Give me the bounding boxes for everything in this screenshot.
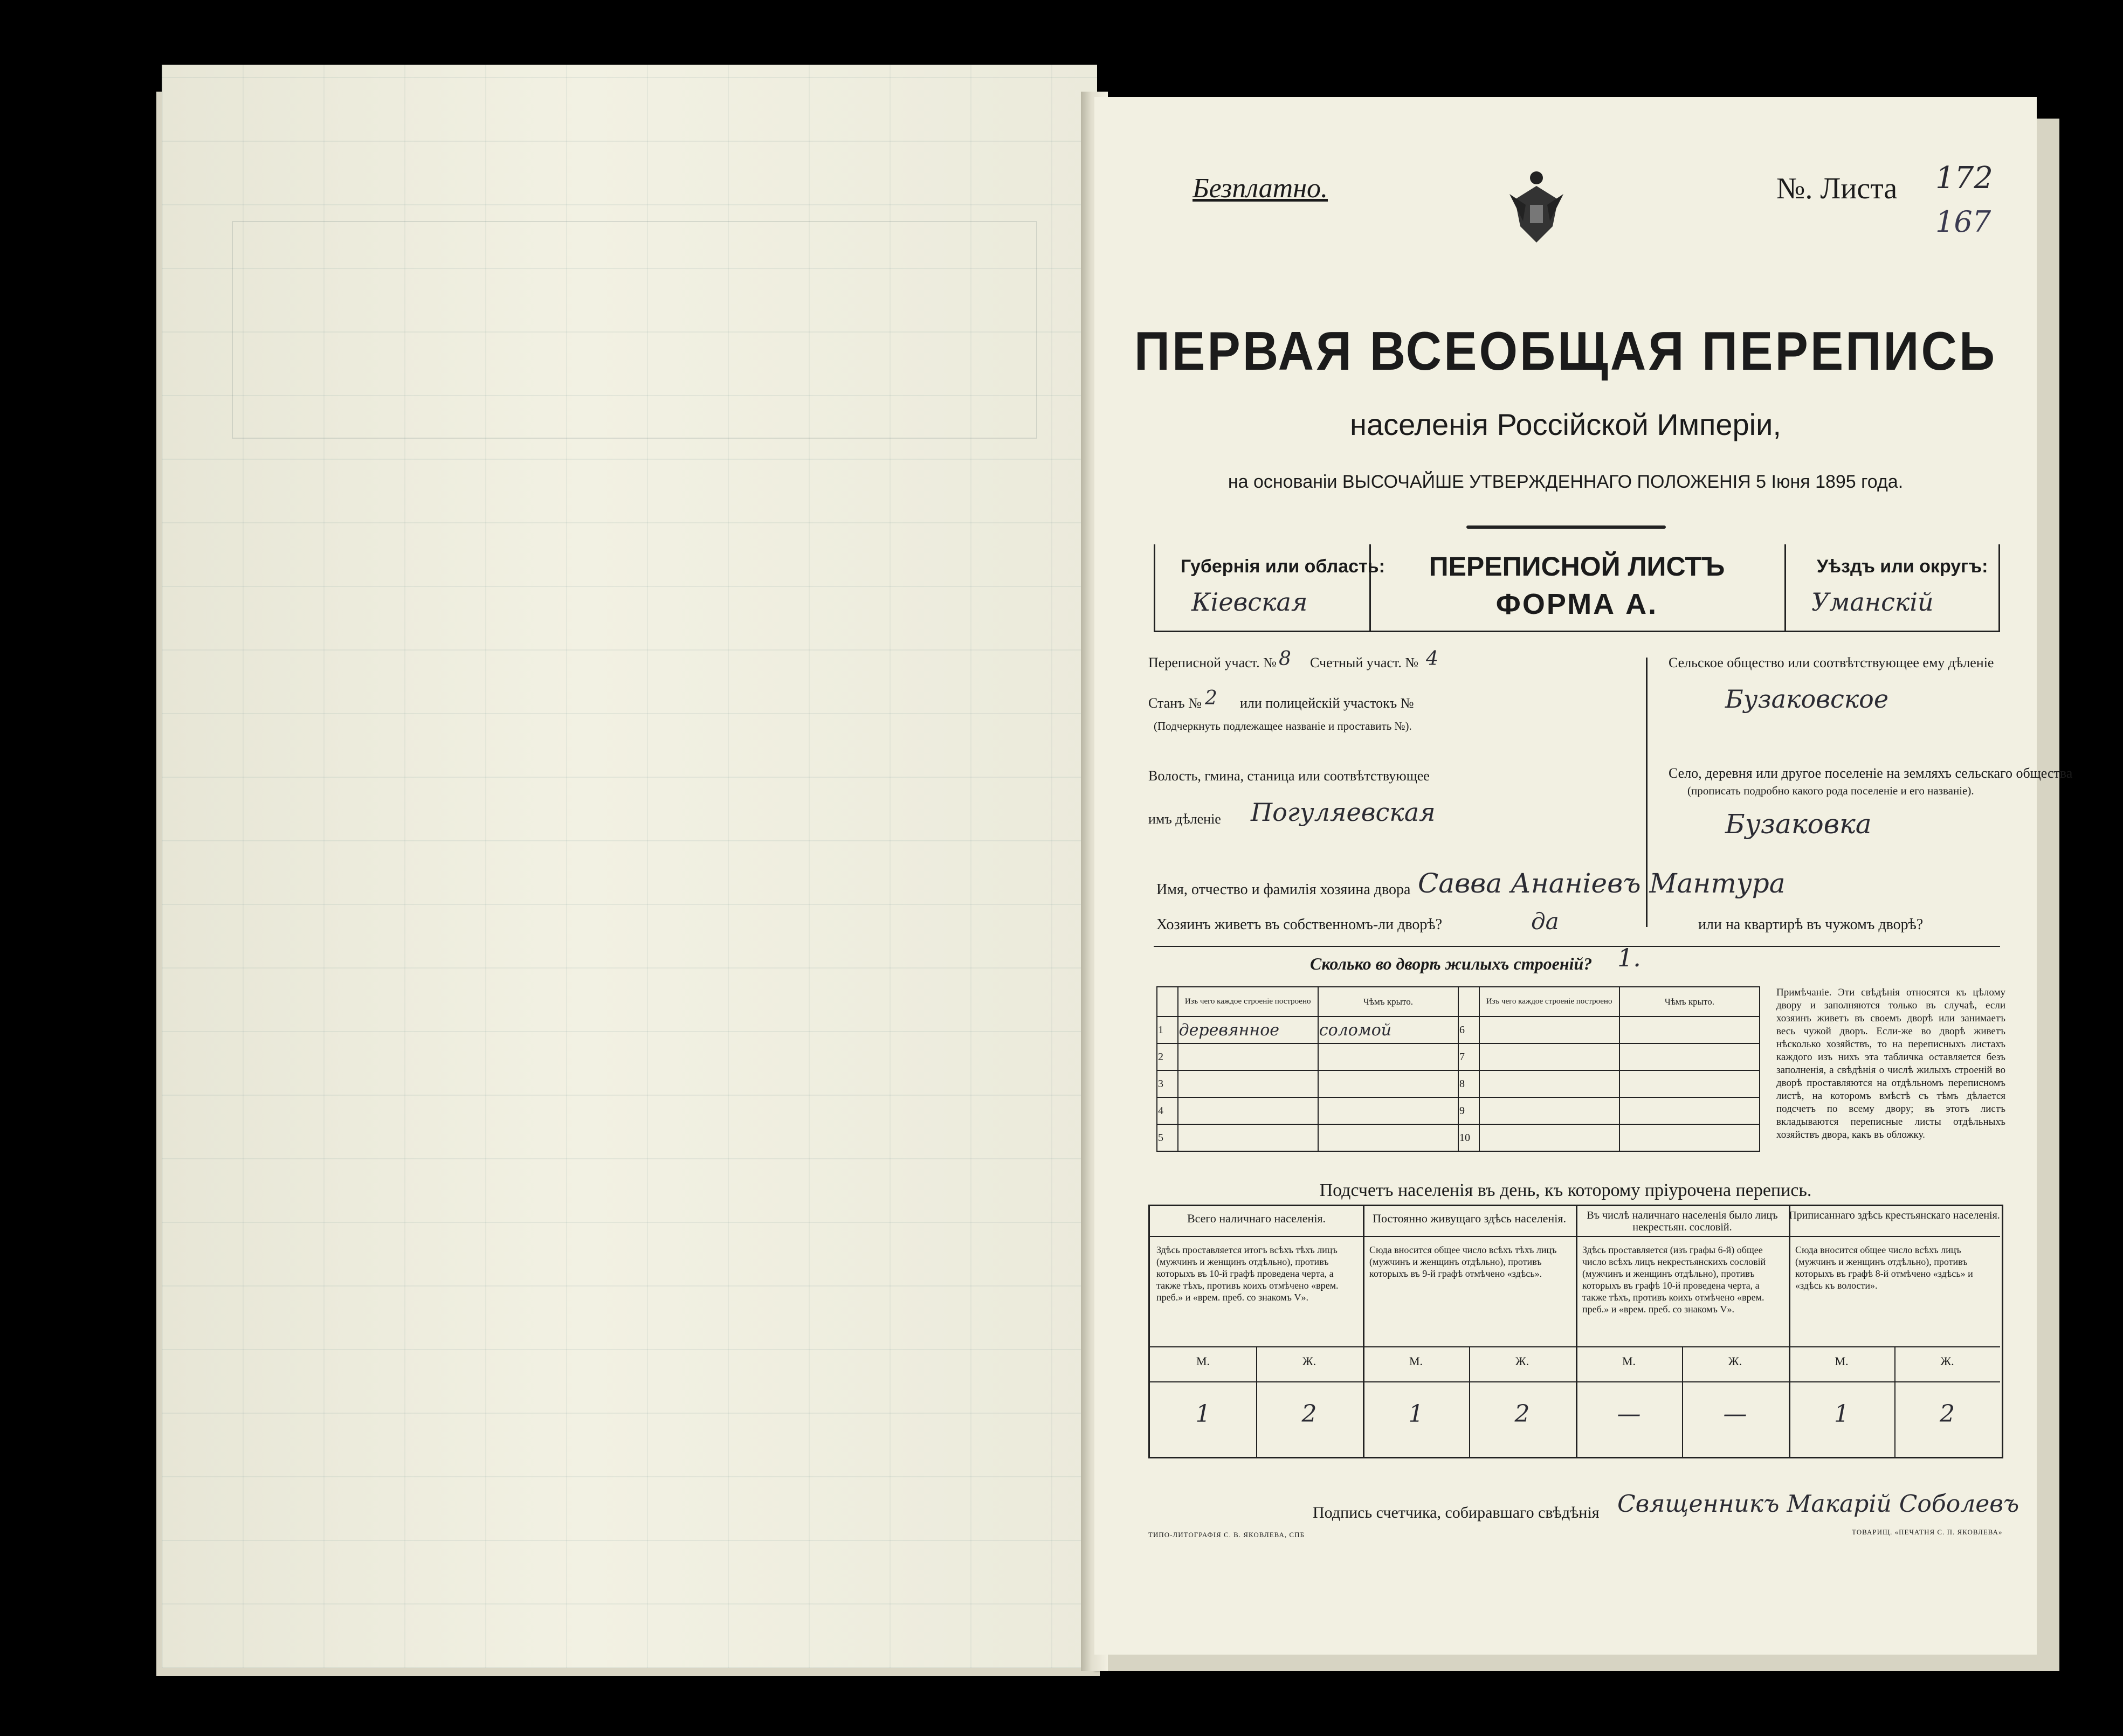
col-roof-left: Чѣмъ крыто. <box>1318 987 1458 1016</box>
pop-col3-title: Въ числѣ наличнаго населенія было лицъ некрестьян. сословій. <box>1587 1209 1778 1233</box>
left-page-faded-header <box>232 221 1037 439</box>
free-label: Безплатно. <box>1193 173 1328 204</box>
left-page <box>162 65 1097 1668</box>
pop-col3-f-value: — <box>1723 1400 1747 1428</box>
province-label: Губернія или область: <box>1181 556 1385 577</box>
settlement-label-1: Село, деревня или другое поселеніе на земляхъ сельскаго общества <box>1669 765 2073 781</box>
pop-col2-m-value: 1 <box>1408 1400 1424 1428</box>
pop-col1-f-value: 2 <box>1301 1400 1317 1428</box>
table-row: 5 10 <box>1157 1124 1760 1151</box>
count-section-value: 4 <box>1426 648 1438 670</box>
pop-col1-title: Всего наличнаго населенія. <box>1187 1212 1326 1225</box>
owns-label: Хозяинъ живетъ въ собственномъ-ли дворѣ? <box>1156 916 1443 933</box>
signature-label: Подпись счетчика, собиравшаго свѣдѣнія <box>1313 1504 1600 1521</box>
pop-col2-f-value: 2 <box>1514 1400 1530 1428</box>
form-title-1: ПЕРЕПИСНОЙ ЛИСТЪ <box>1429 551 1725 582</box>
village-society-value: Бузаковское <box>1725 684 1889 714</box>
buildings-label: Сколько во дворѣ жилыхъ строеній? <box>1310 954 1593 973</box>
sheet-number-label: №. Листа <box>1776 172 1898 205</box>
owner-label: Имя, отчество и фамилія хозяина двора <box>1156 881 1411 898</box>
buildings-table <box>1156 986 1760 1152</box>
stan-label: Станъ № <box>1148 695 1202 711</box>
census-form-page <box>1094 97 2073 1655</box>
table-row: 4 9 <box>1157 1097 1760 1124</box>
buildings-value: 1. <box>1617 943 1641 972</box>
row1-roof: соломой <box>1318 1016 1458 1043</box>
pop-col3-m-value: — <box>1617 1400 1641 1428</box>
pop-col3-desc: Здѣсь проставляется (изъ графы 6-й) общее число всѣхъ лицъ некрестьянскихъ сословій (мужчинъ и женщинъ отдѣльно), противъ которыхъ въ графѣ 10-й проведена черта, а также тѣхъ, противъ коихъ отмѣчено «врем. преб.» и «врем. преб. со знакомъ V». <box>1582 1244 1766 1315</box>
buildings-note: Примѣчаніе. Эти свѣдѣнія относятся къ цѣлому двору и заполняются только въ случаѣ, если хозяинъ живетъ въ своемъ дворѣ или занимаетъ весь чужой дворъ. Если-же во дворѣ живетъ нѣсколько хозяйствъ, то на переписныхъ листахъ каждого изъ нихъ эта табличка оставляется безъ заполненія, а свѣдѣнія о числѣ жилыхъ строеній во дворѣ проставляются на отдѣльномъ переписномъ листѣ, на которомъ вмѣстѣ съ тѣмъ дѣлается подсчетъ по всему двору; въ этотъ листъ вкладываются переписные листы отдѣльныхъ хозяйствъ двора, какъ въ обложку. <box>1776 987 2005 1140</box>
table-row: 3 8 <box>1157 1070 1760 1097</box>
pop-col1-f-label: Ж. <box>1302 1354 1316 1368</box>
pop-col4-m-value: 1 <box>1834 1400 1849 1428</box>
basis-line: на основаніи ВЫСОЧАЙШЕ УТВЕРЖДЕННАГО ПОЛОЖЕНІЯ 5 Іюня 1895 года. <box>1228 472 1904 492</box>
settlement-label-2: (прописать подробно какого рода поселеніе и его названіе). <box>1687 784 1974 797</box>
sheet-number-value: 172 <box>1935 161 1993 196</box>
province-value: Кіевская <box>1191 587 1308 617</box>
underline-note: (Подчеркнуть подлежащее названіе и проставить №). <box>1154 720 1412 732</box>
village-society-label: Сельское общество или соотвѣтствующее ему дѣленіе <box>1669 655 1994 670</box>
population-table <box>1148 1205 2003 1458</box>
police-section-label: или полицейскій участокъ № <box>1240 695 1414 711</box>
pop-col2-f-label: Ж. <box>1515 1354 1529 1368</box>
rent-label: или на квартирѣ въ чужомъ дворѣ? <box>1698 916 1924 933</box>
pop-col1-desc: Здѣсь проставляется итогъ всѣхъ тѣхъ лицъ (мужчинъ и женщинъ отдѣльно), противъ которыхъ въ 10-й графѣ проведена черта, а также тѣхъ, противъ коихъ отмѣчено «врем. преб.» и «врем. преб. со знакомъ V». <box>1156 1244 1339 1303</box>
col-roof-right: Чѣмъ крыто. <box>1619 987 1760 1016</box>
table-row: 2 7 <box>1157 1043 1760 1070</box>
owner-value: Савва Ананіевъ Мантура <box>1418 868 1786 899</box>
pop-col2-m-label: М. <box>1409 1354 1423 1368</box>
settlement-value: Бузаковка <box>1725 808 1872 840</box>
pop-col1-m-label: М. <box>1196 1354 1210 1368</box>
pop-col2-desc: Сюда вносится общее число всѣхъ тѣхъ лицъ (мужчинъ и женщинъ отдѣльно), противъ которыхъ въ 9-й графѣ отмѣчено «здѣсь». <box>1369 1244 1557 1279</box>
pop-col4-f-label: Ж. <box>1940 1354 1954 1368</box>
owns-value: да <box>1531 908 1559 935</box>
district-value: Уманскій <box>1811 587 1934 617</box>
table-row: 1 деревянное соломой 6 <box>1157 1016 1760 1043</box>
pop-col3-m-label: М. <box>1622 1354 1636 1368</box>
pop-col3-f-label: Ж. <box>1728 1354 1742 1368</box>
decorative-divider <box>1466 525 1666 529</box>
pop-col4-m-label: М. <box>1835 1354 1849 1368</box>
signature-value: Священникъ Макарій Соболевъ <box>1617 1490 2019 1518</box>
pop-col2-title: Постоянно живущаго здѣсь населенія. <box>1373 1212 1566 1225</box>
col-material-left: Изъ чего каждое строеніе построено <box>1178 987 1318 1016</box>
population-heading: Подсчетъ населенія въ день, къ которому пріурочена перепись. <box>1319 1180 1812 1200</box>
district-label: Уѣздъ или округъ: <box>1817 556 1988 577</box>
printer-mark-right: ТОВАРИЩ. «ПЕЧАТНЯ С. П. ЯКОВЛЕВА» <box>1852 1528 2003 1536</box>
pop-col4-title: Приписаннаго здѣсь крестьянскаго населенія. <box>1789 1209 2000 1221</box>
census-section-value: 8 <box>1279 648 1291 670</box>
pop-col1-m-value: 1 <box>1195 1400 1211 1428</box>
imperial-eagle-emblem <box>1504 167 1569 248</box>
volost-value: Погуляевская <box>1251 798 1436 827</box>
pop-col4-desc: Сюда вносится общее число всѣхъ лицъ (мужчинъ и женщинъ отдѣльно), противъ которыхъ въ графѣ 8-й отмѣчено «здѣсь» и «здѣсь къ волости». <box>1795 1244 1973 1291</box>
row1-material: деревянное <box>1178 1016 1318 1043</box>
volost-label-2: имъ дѣленіе <box>1148 811 1221 827</box>
count-section-label: Счетный участ. № <box>1310 655 1419 670</box>
form-title-2: ФОРМА А. <box>1495 588 1658 620</box>
volost-label-1: Волость, гмина, станица или соотвѣтствующее <box>1148 768 1430 784</box>
stan-value: 2 <box>1205 687 1217 709</box>
main-title: ПЕРВАЯ ВСЕОБЩАЯ ПЕРЕПИСЬ <box>1134 321 1997 382</box>
printer-mark-left: ТИПО-ЛИТОГРАФІЯ С. В. ЯКОВЛЕВА, СПБ <box>1148 1531 1305 1539</box>
sheet-number-pencil: 167 <box>1935 205 1991 239</box>
location-bottom-rule <box>1154 946 2000 947</box>
census-section-label: Переписной участ. № <box>1148 655 1277 670</box>
subtitle: населенія Россійской Имперіи, <box>1350 407 1781 441</box>
pop-col4-f-value: 2 <box>1940 1400 1955 1428</box>
col-material-right: Изъ чего каждое строеніе построено <box>1479 987 1619 1016</box>
